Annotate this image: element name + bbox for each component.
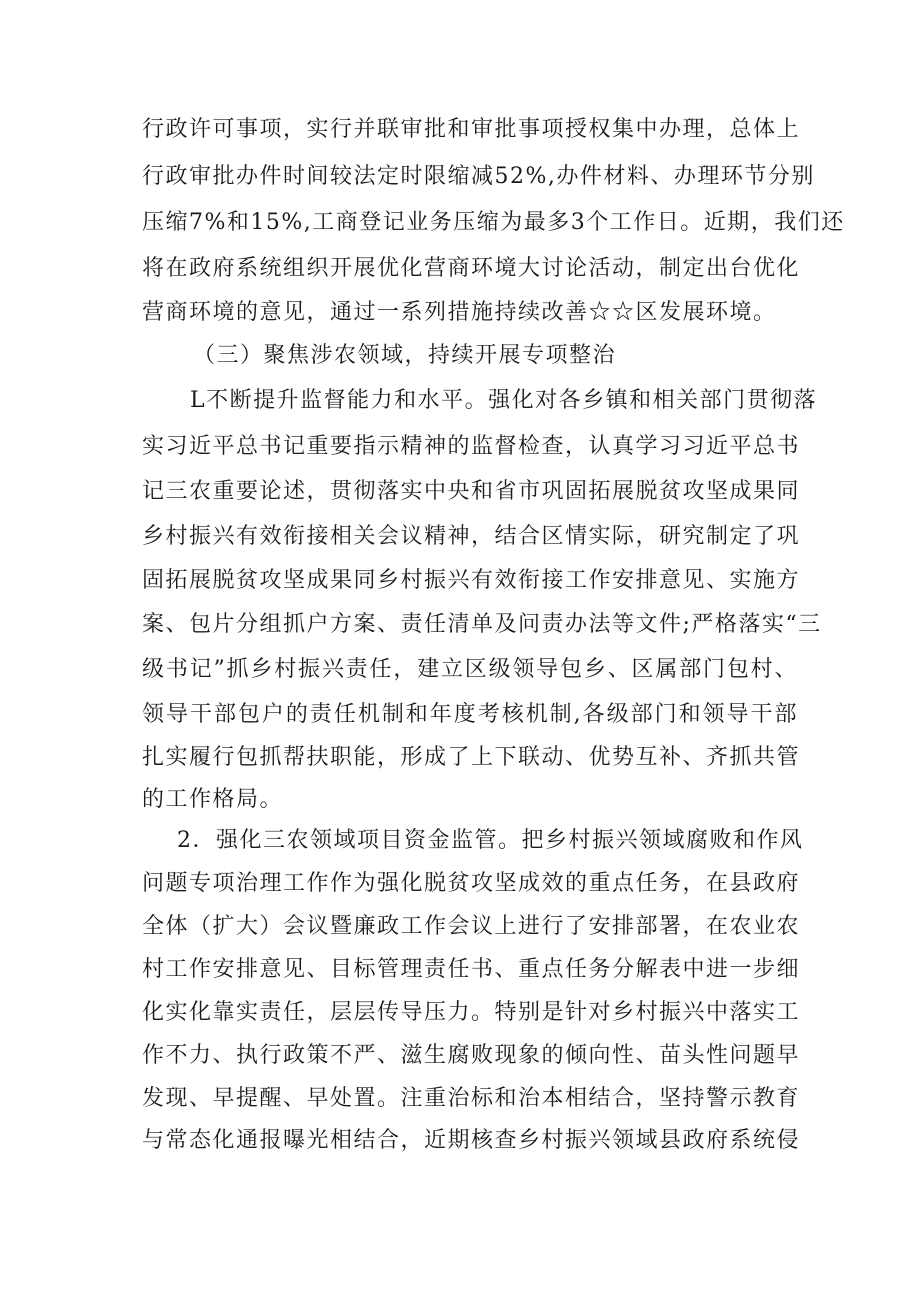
text-line: 案、包片分组抓户方案、责任清单及问责办法等文件;严格落实“三 bbox=[142, 612, 822, 637]
text-line: 压缩7%和15%,工商登记业务压缩为最多3个工作日。近期，我们还 bbox=[142, 210, 845, 235]
text-line: L不断提升监督能力和水平。强化对各乡镇和相关部门贯彻落 bbox=[190, 388, 818, 413]
text-line: 作不力、执行政策不严、滋生腐败现象的倾向性、苗头性问题早 bbox=[142, 1043, 801, 1068]
text-line: 全体（扩大）会议暨廉政工作会议上进行了安排部署，在农业农 bbox=[142, 914, 801, 939]
text-line: 扎实履行包抓帮扶职能，形成了上下联动、优势互补、齐抓共管 bbox=[142, 745, 801, 770]
text-line: 行政审批办件时间较法定时限缩减52%,办件材料、办理环节分别 bbox=[142, 164, 815, 189]
text-line: 的工作格局。 bbox=[142, 787, 284, 812]
text-line: 2．强化三农领域项目资金监管。把乡村振兴领域腐败和作风 bbox=[177, 828, 804, 853]
section-heading: （三）聚焦涉农领域，持续开展专项整治 bbox=[193, 343, 617, 368]
text-line: 领导干部包户的责任机制和年度考核机制,各级部门和领导干部 bbox=[142, 702, 798, 727]
text-line: 记三农重要论述，贯彻落实中央和省市巩固拓展脱贫攻坚成果同 bbox=[142, 479, 801, 504]
text-line: 发现、早提醒、早处置。注重治标和治本相结合，坚持警示教育 bbox=[142, 1086, 801, 1111]
text-line: 实习近平总书记重要指示精神的监督检查，认真学习习近平总书 bbox=[142, 434, 801, 459]
text-line: 问题专项治理工作作为强化脱贫攻坚成效的重点任务，在县政府 bbox=[142, 871, 801, 896]
text-line: 村工作安排意见、目标管理责任书、重点任务分解表中进一步细 bbox=[142, 957, 801, 982]
text-line: 级书记”抓乡村振兴责任，建立区级领导包乡、区属部门包村、 bbox=[142, 657, 798, 682]
text-line: 化实化靠实责任，层层传导压力。特别是针对乡村振兴中落实工 bbox=[142, 1000, 801, 1025]
text-line: 营商环境的意见，通过一系列措施持续改善☆☆区发展环境。 bbox=[142, 300, 777, 325]
text-line: 与常态化通报曝光相结合，近期核查乡村振兴领域县政府系统侵 bbox=[142, 1128, 801, 1153]
text-line: 固拓展脱贫攻坚成果同乡村振兴有效衔接工作安排意见、实施方 bbox=[142, 568, 801, 593]
text-line: 乡村振兴有效衔接相关会议精神，结合区情实际，研究制定了巩 bbox=[142, 524, 801, 549]
text-line: 行政许可事项，实行并联审批和审批事项授权集中办理，总体上 bbox=[142, 117, 801, 142]
text-line: 将在政府系统组织开展优化营商环境大讨论活动，制定出台优化 bbox=[142, 256, 801, 281]
